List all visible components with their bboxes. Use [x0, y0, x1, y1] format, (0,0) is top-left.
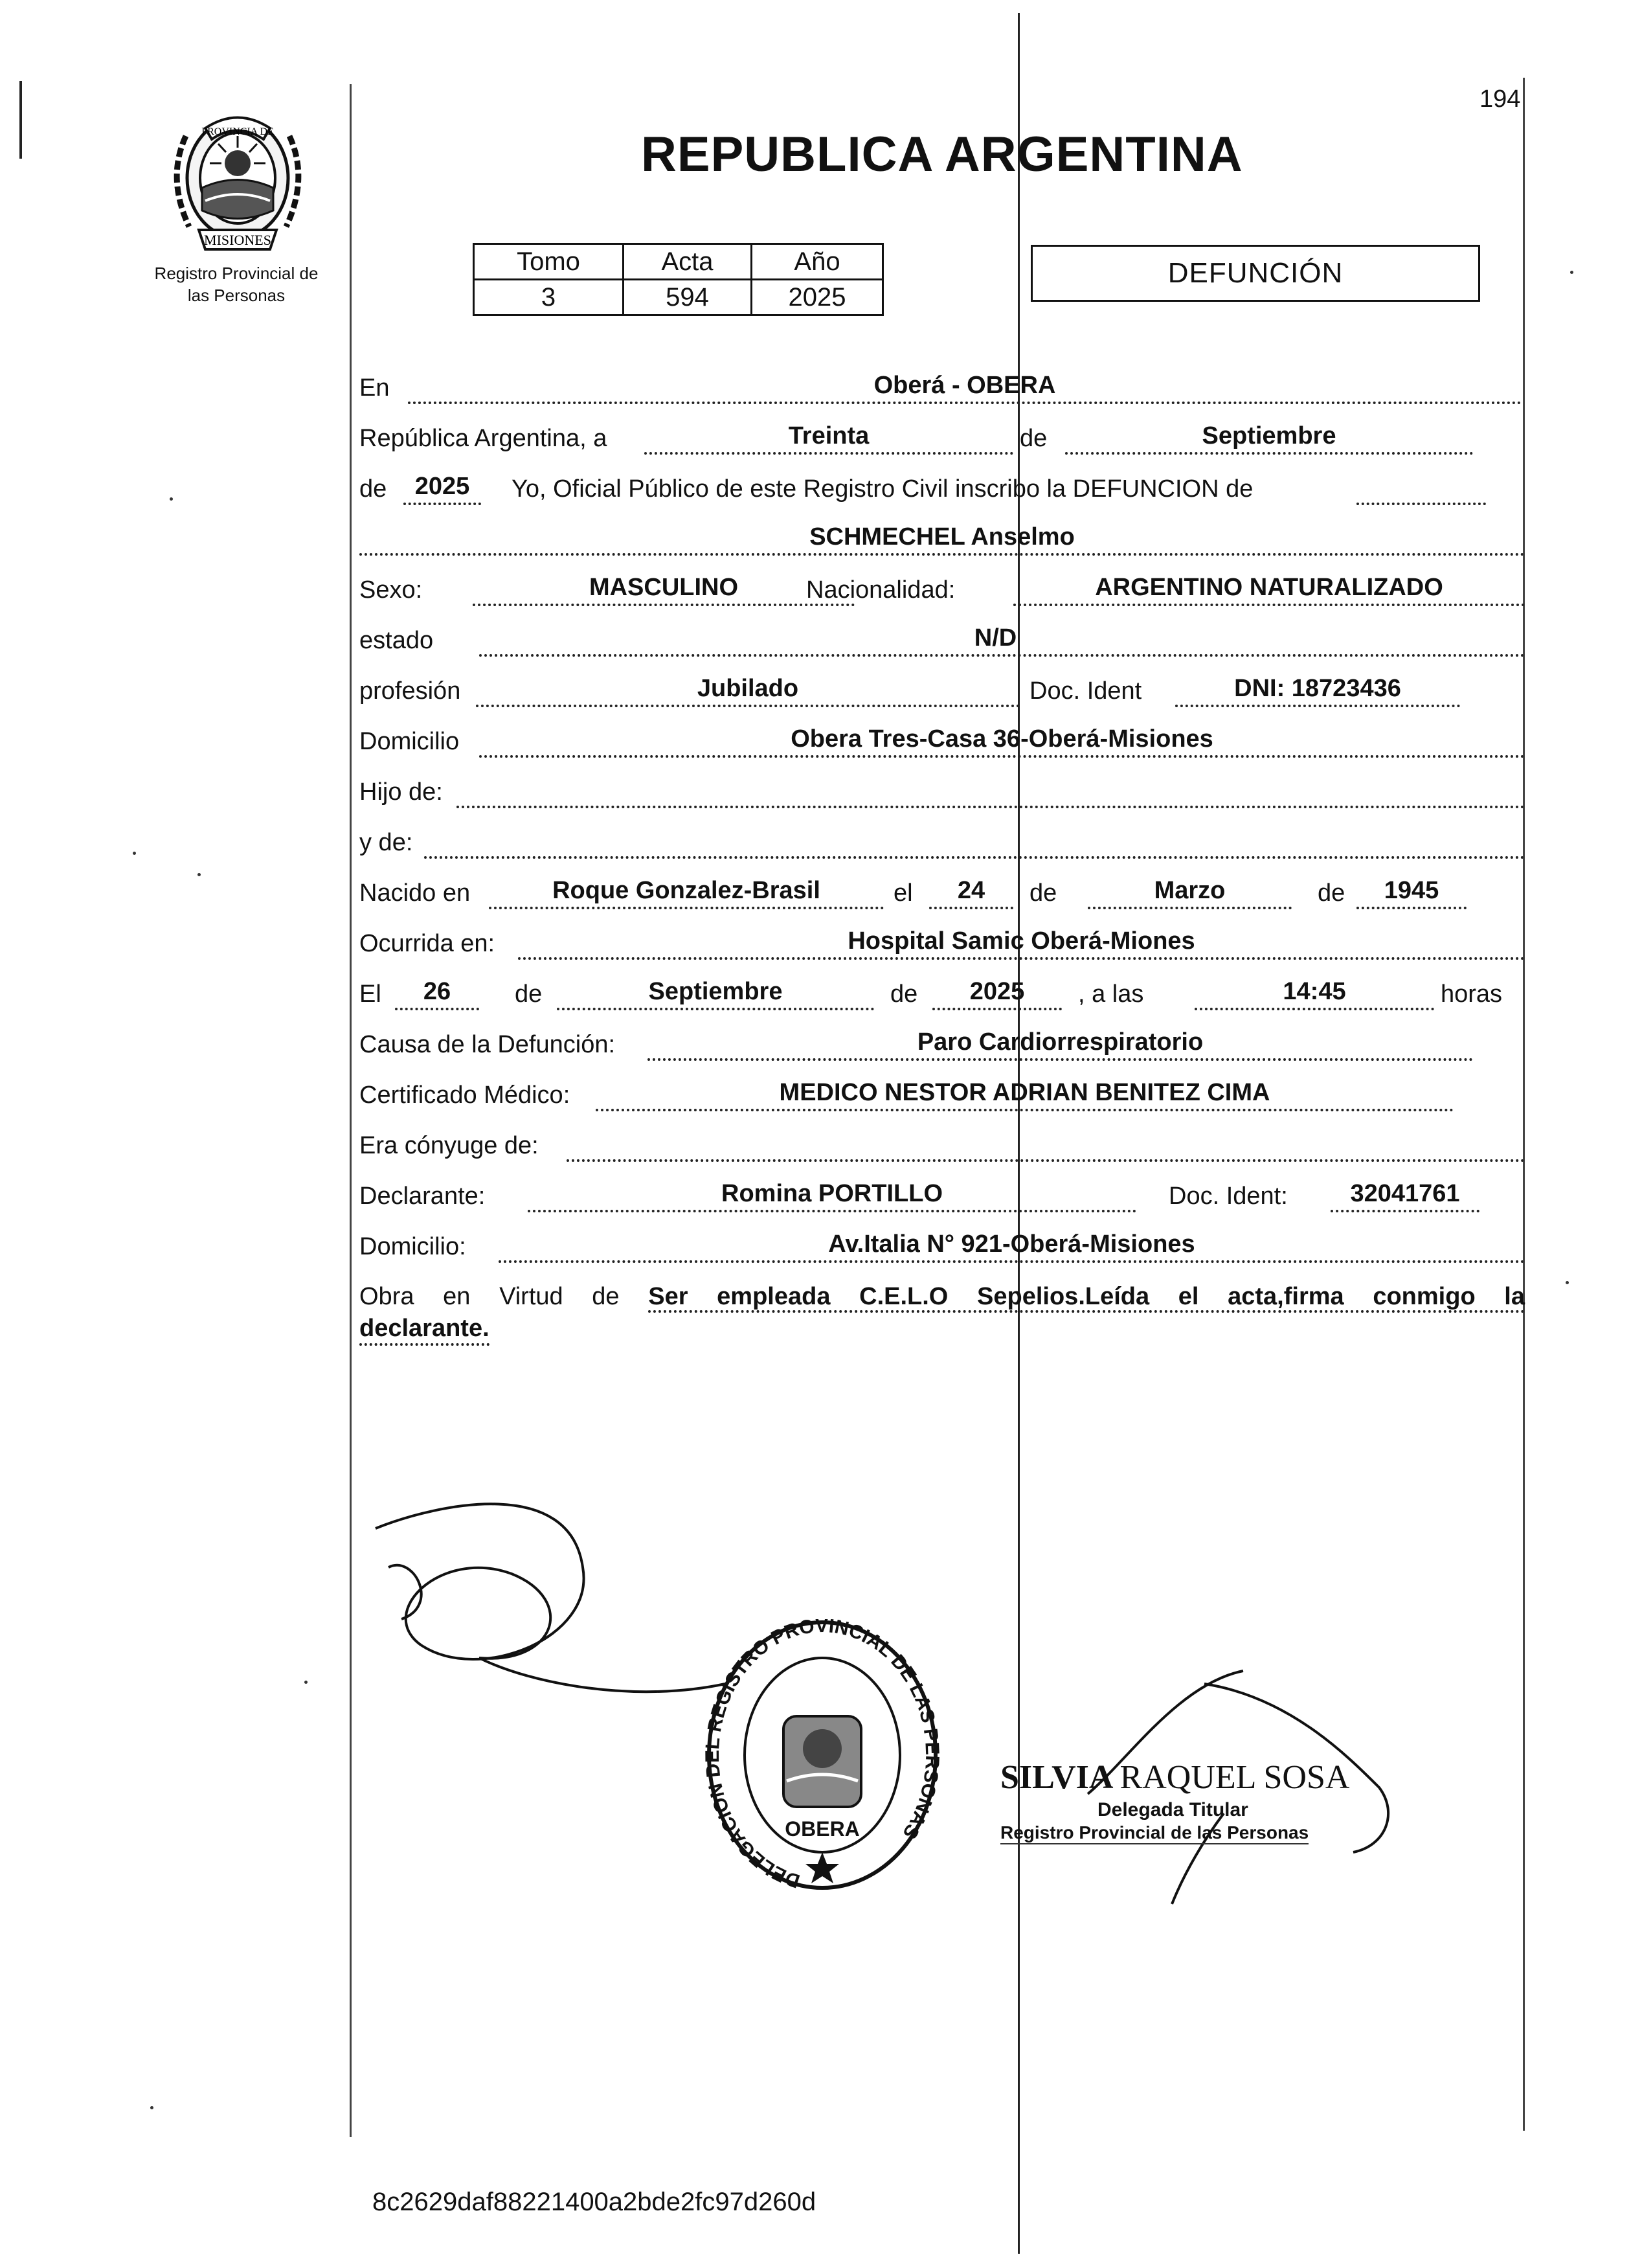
obra-value-line1: Ser empleada C.E.L.O Sepelios.Leída el acta,firma conmigo la: [648, 1283, 1525, 1313]
document-hash: 8c2629daf88221400a2bde2fc97d260d: [372, 2188, 816, 2216]
month-text-value: Septiembre: [1065, 420, 1473, 455]
conyuge-value: [567, 1127, 1525, 1162]
el-label: el: [894, 879, 913, 907]
row-declarante: [359, 1171, 1525, 1221]
declarante-label: Declarante:: [359, 1183, 486, 1210]
crest-bottom-text: MISIONES: [204, 232, 271, 248]
row-hijo: [359, 767, 1525, 817]
nacido-label: Nacido en: [359, 879, 471, 907]
row-causa: [359, 1019, 1525, 1070]
row-date: [359, 413, 1525, 464]
scan-line-left-margin: [350, 84, 352, 2137]
doc-label: Doc. Ident: [1029, 677, 1142, 705]
causa-label: Causa de la Defunción:: [359, 1031, 616, 1058]
delegation-seal-icon: [699, 1619, 945, 1911]
tomo-header: Tomo: [474, 244, 624, 280]
scan-speck: [197, 873, 201, 876]
estado-value: [479, 622, 1525, 657]
de-label-6: de: [890, 981, 918, 1008]
death-month-value: Septiembre: [557, 975, 874, 1010]
row-conyuge: [359, 1120, 1525, 1171]
de-label-4: de: [1318, 879, 1345, 907]
registry-label: [129, 262, 343, 306]
doc-value: DNI: 18723436: [1175, 672, 1460, 707]
domicilio-value: Obera Tres-Casa 36-Oberá-Misiones: [479, 723, 1525, 758]
row-domicilio: [359, 716, 1525, 767]
signatory-name-part2: RAQUEL SOSA: [1119, 1759, 1350, 1796]
document-title: REPUBLICA ARGENTINA: [641, 127, 1243, 182]
signatory-name: [1000, 1758, 1389, 1797]
conyuge-label: Era cónyuge de:: [359, 1132, 539, 1159]
inscribo-text: Yo, Oficial Público de este Registro Civil inscribo la DEFUNCION de: [512, 475, 1254, 503]
yde-label: y de:: [359, 829, 413, 856]
acta-value: 594: [624, 280, 752, 315]
scan-speck: [170, 497, 173, 501]
doc-label-2: Doc. Ident:: [1169, 1183, 1288, 1210]
birth-year-value: 1945: [1356, 874, 1467, 909]
scan-speck: [1566, 1281, 1569, 1284]
scan-speck: [133, 852, 136, 855]
scan-speck: [150, 2106, 153, 2109]
registry-label-line1: Registro Provincial de: [154, 264, 319, 283]
acta-table: [473, 243, 884, 316]
declarante-domicilio-value: Av.Italia N° 921-Oberá-Misiones: [499, 1228, 1525, 1263]
deceased-name-value: SCHMECHEL Anselmo: [359, 521, 1525, 556]
row-estado: [359, 615, 1525, 666]
sexo-value: MASCULINO: [473, 571, 855, 606]
row-death-date: [359, 969, 1525, 1019]
scan-line-left-edge: [19, 81, 22, 159]
year-value: 2025: [403, 470, 481, 505]
republica-label: República Argentina, a: [359, 425, 607, 452]
scan-speck: [1570, 271, 1573, 274]
certificado-label: Certificado Médico:: [359, 1082, 570, 1109]
row-domicilio-2: [359, 1221, 1525, 1272]
de-label-3: de: [1029, 879, 1057, 907]
el-label-2: El: [359, 981, 381, 1008]
ocurrida-value: Hospital Samic Oberá-Miones: [518, 925, 1525, 960]
seal-city: OBERA: [785, 1817, 860, 1841]
row-sexo: [359, 565, 1525, 615]
hijo-value: [456, 773, 1525, 808]
profesion-value: Jubilado: [476, 672, 1020, 707]
estado-value-text: N/D: [974, 624, 1017, 652]
row-profesion: [359, 666, 1525, 716]
place-value: Oberá - OBERA: [408, 369, 1522, 404]
signatory-block: [1000, 1758, 1389, 1844]
profesion-label: profesión: [359, 677, 461, 705]
de-label: de: [1020, 425, 1048, 452]
anio-header: Año: [752, 244, 883, 280]
inscribo-fill: [1356, 470, 1486, 505]
nacido-value: Roque Gonzalez-Brasil: [489, 874, 884, 909]
estado-label: estado: [359, 627, 434, 654]
en-label: En: [359, 374, 390, 402]
page-number: 194: [1479, 85, 1521, 113]
yde-value: [424, 824, 1525, 859]
hijo-label: Hijo de:: [359, 778, 443, 806]
declarante-doc-value: 32041761: [1331, 1177, 1479, 1212]
row-yde: [359, 817, 1525, 868]
day-text-value: Treinta: [644, 420, 1013, 455]
scan-speck: [304, 1681, 308, 1684]
birth-month-value: Marzo: [1088, 874, 1292, 909]
provincial-crest-icon: [150, 104, 325, 259]
row-name: [359, 514, 1525, 565]
death-day-value: 26: [395, 975, 479, 1010]
record-type-box: DEFUNCIÓN: [1031, 245, 1480, 302]
crest-top-text: PROVINCIA DE: [201, 126, 274, 137]
obra-paragraph: [359, 1280, 1525, 1313]
declarante-value: Romina PORTILLO: [528, 1177, 1136, 1212]
domicilio-label: Domicilio: [359, 728, 460, 755]
nacionalidad-label: Nacionalidad:: [806, 576, 956, 604]
row-certificado: [359, 1070, 1525, 1120]
row-year: [359, 464, 1525, 514]
death-time-value: 14:45: [1195, 975, 1434, 1010]
de-label-5: de: [515, 981, 543, 1008]
registry-label-line2: las Personas: [187, 286, 286, 305]
signatory-name-part1: SILVIA: [1000, 1759, 1112, 1796]
signatory-role: Delegada Titular: [1097, 1799, 1248, 1820]
seal-ring-text: DELEGACION DEL REGISTRO PROVINCIAL DE LAS PERSONAS: [701, 1619, 943, 1892]
alas-label: , a las: [1078, 981, 1144, 1008]
death-year-value: 2025: [932, 975, 1062, 1010]
causa-value: Paro Cardiorrespiratorio: [647, 1026, 1473, 1061]
ocurrida-label: Ocurrida en:: [359, 930, 495, 957]
row-en: [359, 363, 1525, 413]
obra-label: Obra en Virtud de: [359, 1283, 620, 1310]
certificado-value: MEDICO NESTOR ADRIAN BENITEZ CIMA: [596, 1076, 1454, 1111]
horas-label: horas: [1441, 981, 1503, 1008]
sexo-label: Sexo:: [359, 576, 423, 604]
domicilio-label-2: Domicilio:: [359, 1233, 466, 1260]
tomo-value: 3: [474, 280, 624, 315]
nacionalidad-value: ARGENTINO NATURALIZADO: [1013, 571, 1525, 606]
acta-header: Acta: [624, 244, 752, 280]
anio-value: 2025: [752, 280, 883, 315]
row-nacido: [359, 868, 1525, 918]
de-label-2: de: [359, 475, 387, 503]
signatory-organization: Registro Provincial de las Personas: [1000, 1822, 1309, 1844]
row-ocurrida: [359, 918, 1525, 969]
birth-day-value: 24: [929, 874, 1013, 909]
death-record-form: [359, 363, 1525, 1346]
obra-value-line2: declarante.: [359, 1313, 489, 1346]
